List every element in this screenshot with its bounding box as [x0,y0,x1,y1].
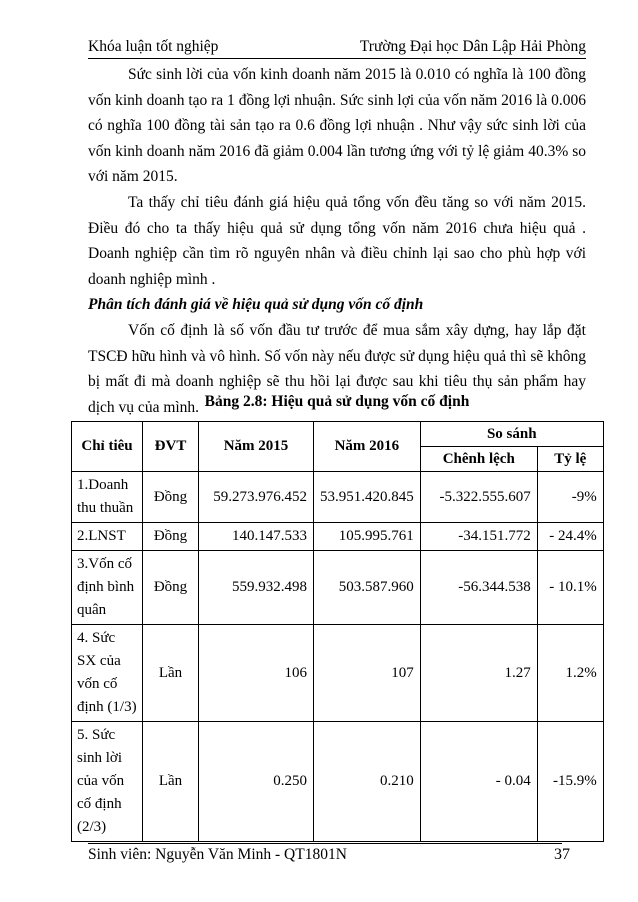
paragraph-return-on-capital: Sức sinh lời của vốn kinh doanh năm 2015 là 0.010 có nghĩa là 100 đồng vốn kinh doanh tạo ra 1 đồng lợi nhuận. Sức sinh lợi của vốn năm 2016 là 0.006 có nghĩa 100 đồng tài sản tạo ra 0.6 đồng lợi nhuận . Như vậy sức sinh lời của vốn kinh doanh năm 2016 đã giảm 0.004 lần tương ứng với tỷ lệ giảm 40.3% so với năm 2015. [88,66,586,186]
header-divider [88,58,586,59]
row-unit: Đồng [143,523,199,551]
row-unit: Lần [143,722,199,842]
table-row [72,472,604,523]
row-unit: Đồng [143,472,199,523]
header-year-2015: Năm 2015 [199,422,314,472]
row-ratio: - 10.1% [537,551,603,625]
row-value-2015: 106 [199,625,314,722]
row-difference: - 0.04 [420,722,537,842]
row-indicator: 5. Sức sinh lời của vốn cố định (2/3) [72,722,143,842]
table-row [72,551,604,625]
row-value-2015: 559.932.498 [199,551,314,625]
table-caption: Bảng 2.8: Hiệu quả sử dụng vốn cố định [204,393,470,410]
section-heading: Phân tích đánh giá về hiệu quả sử dụng vốn cố định [88,296,424,314]
row-value-2016: 0.210 [314,722,421,842]
page-number: 37 [554,846,570,863]
row-difference: -5.322.555.607 [420,472,537,523]
row-unit: Lần [143,625,199,722]
fixed-capital-table [71,421,604,842]
header-thesis-label: Khóa luận tốt nghiệp [88,38,219,55]
row-ratio: - 24.4% [537,523,603,551]
row-difference: -34.151.772 [420,523,537,551]
row-value-2016: 105.995.761 [314,523,421,551]
row-indicator: 3.Vốn cố định bình quân [72,551,143,625]
row-difference: 1.27 [420,625,537,722]
page-header [88,34,586,58]
table-row [72,625,604,722]
row-ratio: -15.9% [537,722,603,842]
row-ratio: 1.2% [537,625,603,722]
row-indicator: 1.Doanh thu thuần [72,472,143,523]
footer-student: Sinh viên: Nguyễn Văn Minh - QT1801N [88,846,347,863]
header-difference: Chênh lệch [420,447,537,472]
row-value-2015: 59.273.976.452 [199,472,314,523]
row-difference: -56.344.538 [420,551,537,625]
paragraph-total-capital-efficiency: Ta thấy chỉ tiêu đánh giá hiệu quả tổng vốn đều tăng so với năm 2015. Điều đó cho ta thấy hiệu quả sử dụng tổng vốn năm 2016 chưa hiệu quả . Doanh nghiệp cần tìm rõ nguyên nhân và điều chỉnh lại sao cho phù hợp với doanh nghiệp mình . [88,193,586,288]
document-body [88,62,586,420]
table-row [72,523,604,551]
header-comparison: So sánh [420,422,603,447]
paragraph-fixed-capital-definition: Vốn cố định là số vốn đầu tư trước để mua sắm xây dựng, hay lắp đặt TSCĐ hữu hình và vô hình. Số vốn này nếu được sử dụng hiệu quả thì sẽ không bị mất đi mà doanh nghiệp sẽ thu hồi lại được sau khi tiêu thụ sản phẩm hay dịch vụ của mình. [88,321,586,416]
header-ratio: Tỷ lệ [537,447,603,472]
row-value-2016: 503.587.960 [314,551,421,625]
footer-divider [88,843,562,844]
row-value-2016: 53.951.420.845 [314,472,421,523]
header-unit: ĐVT [143,422,199,472]
table-row [72,722,604,842]
row-indicator: 2.LNST [72,523,143,551]
row-value-2016: 107 [314,625,421,722]
header-indicator: Chỉ tiêu [72,422,143,472]
row-value-2015: 140.147.533 [199,523,314,551]
row-unit: Đồng [143,551,199,625]
row-ratio: -9% [537,472,603,523]
header-university-label: Trường Đại học Dân Lập Hải Phòng [359,38,586,55]
header-year-2016: Năm 2016 [314,422,421,472]
row-indicator: 4. Sức SX của vốn cố định (1/3) [72,625,143,722]
row-value-2015: 0.250 [199,722,314,842]
